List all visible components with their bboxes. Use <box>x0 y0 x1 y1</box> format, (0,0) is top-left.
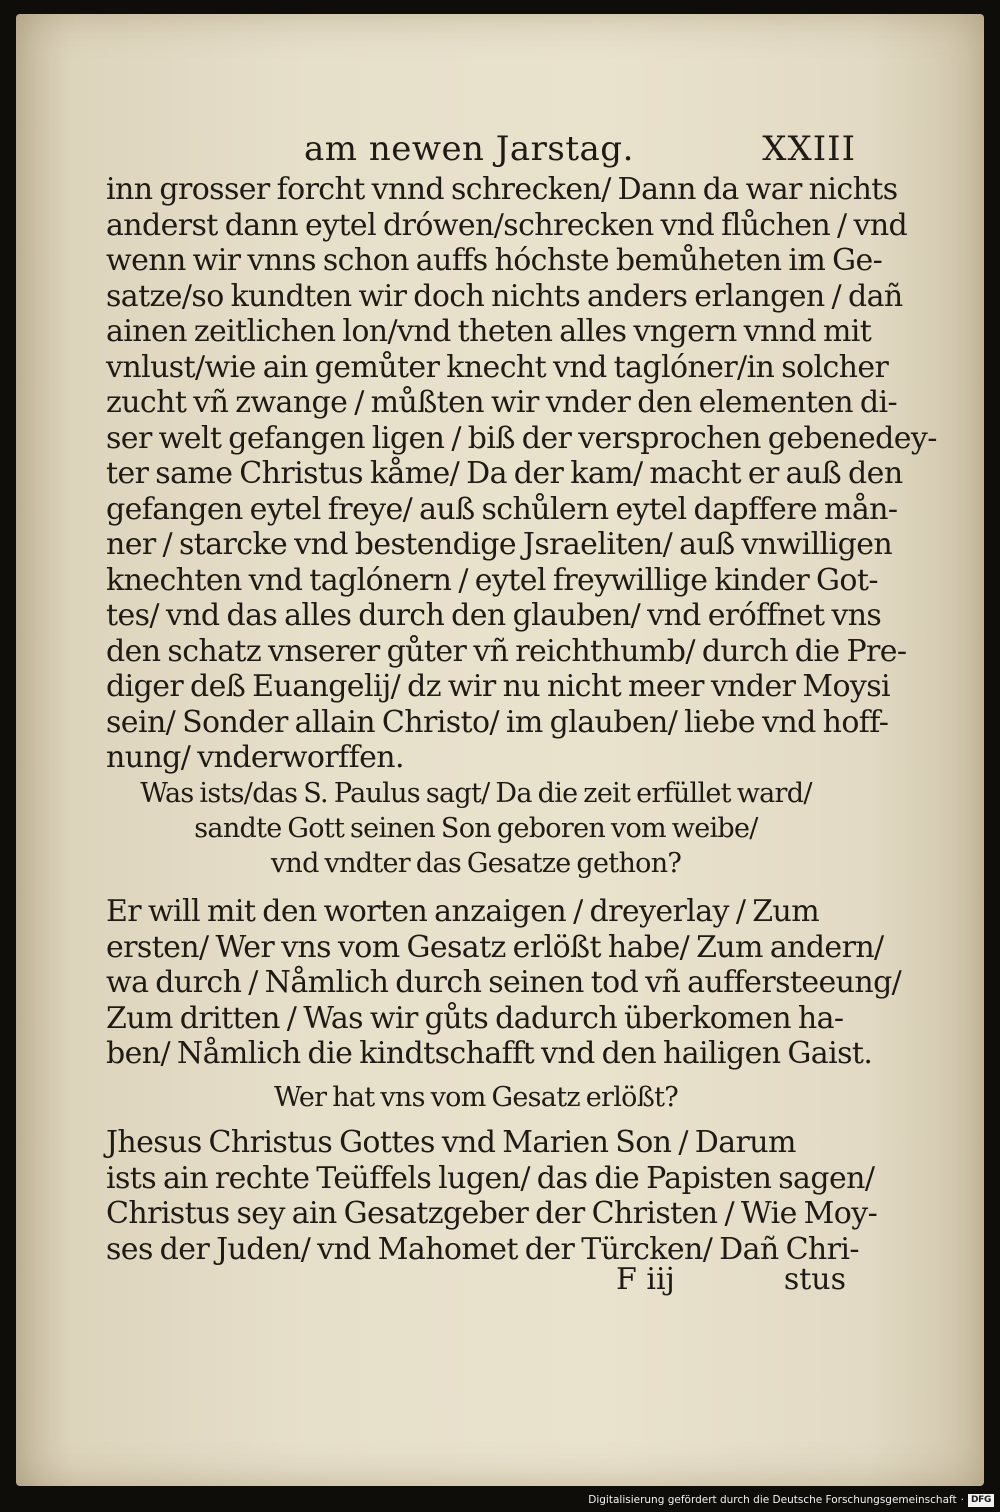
running-title: am newen Jarstag. <box>304 129 634 169</box>
credit-text: Digitalisierung gefördert durch die Deutsche Forschungsgemeinschaft <box>588 1494 957 1506</box>
signature-mark: F iij <box>616 1262 675 1297</box>
running-head <box>304 126 864 172</box>
text-line: sein/ Sonder allain Christo/ im glauben/ liebe vnd hoff- <box>106 704 889 740</box>
text-line: ainen zeitlichen lon/vnd theten alles vngern vnnd mit <box>106 314 872 349</box>
section-heading-2 <box>106 1080 846 1115</box>
text-line: inn grosser forcht vnnd schrecken/ Dann da war nichts <box>106 172 898 207</box>
text-line: tes/ vnd das alles durch den glauben/ vnd eróffnet vns <box>106 598 882 633</box>
text-line: Er will mit den worten anzaigen / dreyerlay / Zum <box>106 894 820 929</box>
text-line: ersten/ Wer vns vom Gesatz erlößt habe/ Zum andern/ <box>106 929 884 965</box>
text-line: nung/ vnderworffen. <box>106 740 404 775</box>
text-line: ses der Juden/ vnd Mahomet der Türcken/ Dañ Chri- <box>106 1231 859 1267</box>
text-line: Jhesus Christus Gottes vnd Marien Son / Darum <box>106 1125 796 1160</box>
text-line: ner / starcke vnd bestendige Jsraeliten/ auß vnwilligen <box>106 527 893 562</box>
text-line: ists ain rechte Teüffels lugen/ das die Papisten sagen/ <box>106 1160 875 1196</box>
folio-number: XXIII <box>762 129 856 169</box>
text-line: wa durch / Nåmlich durch seinen tod vñ auffersteeung/ <box>106 965 902 1000</box>
digitization-credit: Digitalisierung gefördert durch die Deutsche Forschungsgemeinschaft · DFG <box>588 1492 994 1508</box>
dfg-logo-icon: DFG <box>968 1494 994 1507</box>
heading-line: sandte Gott seinen Son geboren vom weibe/ <box>194 813 758 844</box>
text-line: ser welt gefangen ligen / biß der versprochen gebenedey- <box>106 420 937 456</box>
paragraph-1 <box>106 172 937 776</box>
catchword: stus <box>783 1262 846 1297</box>
text-line: gefangen eytel freye/ auß schůlern eytel dapffere mån- <box>106 491 898 527</box>
signature-line <box>616 1260 846 1300</box>
section-heading-1 <box>106 776 846 881</box>
text-line: ben/ Nåmlich die kindtschafft vnd den hailigen Gaist. <box>106 1036 873 1071</box>
text-line: wenn wir vnns schon auffs hóchste bemůheten im Ge- <box>106 243 883 278</box>
text-line: ter same Christus kåme/ Da der kam/ macht er auß den <box>106 456 903 491</box>
text-line: knechten vnd taglónern / eytel freywillige kinder Got- <box>106 562 878 598</box>
text-line: zucht vñ zwange / můßten wir vnder den elementen di- <box>106 385 898 420</box>
text-line: Christus sey ain Gesatzgeber der Christen / Wie Moy- <box>106 1196 878 1231</box>
paragraph-3 <box>106 1125 878 1267</box>
text-line: satze/so kundten wir doch nichts anders erlangen / dañ <box>106 278 903 314</box>
text-line: diger deß Euangelij/ dz wir nu nicht meer vnder Moysi <box>106 669 891 704</box>
heading-line: Wer hat vns vom Gesatz erlößt? <box>273 1082 678 1113</box>
heading-line: vnd vndter das Gesatze gethon? <box>270 848 682 879</box>
heading-line: Was ists/das S. Paulus sagt/ Da die zeit erfüllet ward/ <box>140 778 812 809</box>
text-line: den schatz vnserer gůter vñ reichthumb/ durch die Pre- <box>106 633 907 669</box>
text-line: anderst dann eytel drówen/schrecken vnd flůchen / vnd <box>106 207 908 243</box>
text-line: vnlust/wie ain gemůter knecht vnd taglóner/in solcher <box>106 349 889 385</box>
book-page <box>16 14 984 1486</box>
text-line: Zum dritten / Was wir gůts dadurch überkomen ha- <box>106 1000 844 1036</box>
paragraph-2 <box>106 894 902 1072</box>
